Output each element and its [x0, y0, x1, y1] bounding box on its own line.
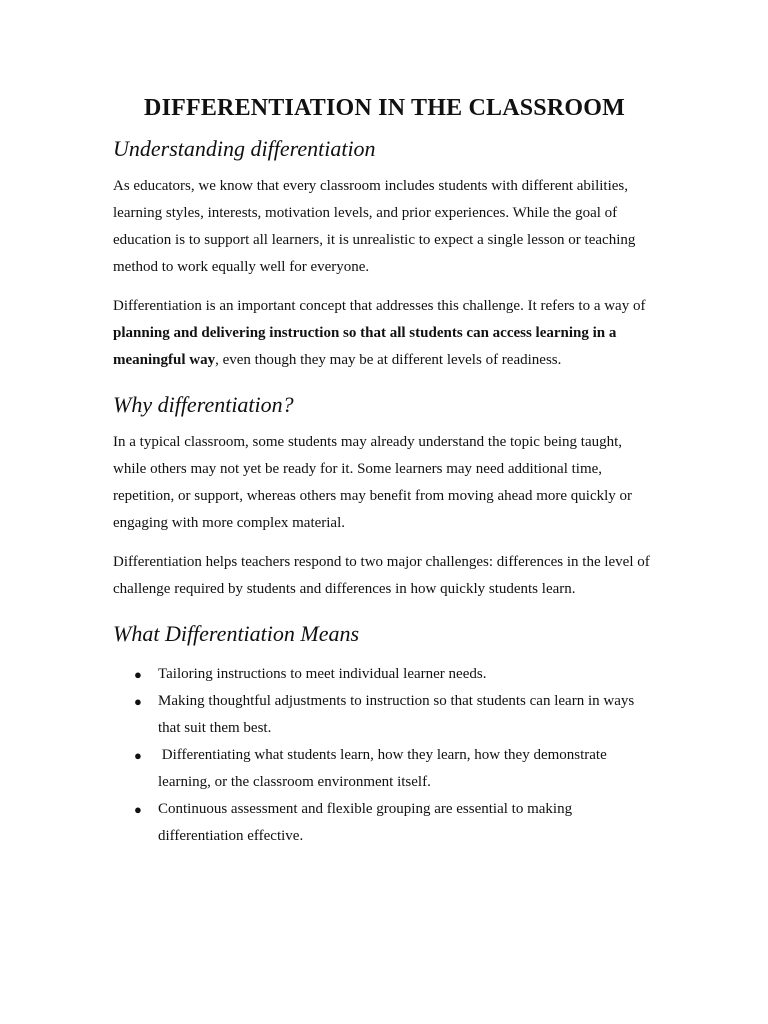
bullet-icon: ●	[134, 748, 142, 763]
paragraph-typical-classroom: In a typical classroom, some students may already understand the topic being taught, while others may not yet be ready for it. Some learners may need additional time, repetition, or support, whereas others may benefit from moving ahead more quickly or engaging with more complex material.	[113, 434, 633, 531]
heading-why-differentiation: Why differentiation?	[113, 392, 294, 417]
list-item-text: Tailoring instructions to meet individual learner needs.	[158, 666, 487, 682]
document-title: DIFFERENTIATION IN THE CLASSROOM	[144, 95, 625, 121]
list-item	[113, 688, 656, 742]
list-item	[113, 796, 656, 850]
paragraph-educators-intro: As educators, we know that every classroom includes students with different abilities, learning styles, interests, motivation levels, and prior experiences. While the goal of education is to support all learners, it is unrealistic to expect a single lesson or teaching method to work equally well for everyone.	[113, 178, 636, 275]
heading-what-differentiation-means: What Differentiation Means	[113, 621, 360, 646]
heading-understanding-differentiation: Understanding differentiation	[113, 136, 376, 161]
definition-text-before: Differentiation is an important concept that addresses this challenge. It refers to a way of	[113, 298, 646, 314]
list-item-text: Making thoughtful adjustments to instruction so that students can learn in ways that suit them best.	[158, 693, 635, 736]
paragraph-differentiation-definition	[113, 293, 656, 374]
list-item	[113, 742, 656, 796]
bullet-icon: ●	[134, 802, 142, 817]
list-item-text: Differentiating what students learn, how they learn, how they demonstrate learning, or the classroom environment itself.	[158, 747, 611, 790]
list-item	[113, 661, 656, 688]
definition-text-after: , even though they may be at different levels of readiness.	[215, 352, 562, 368]
definition-bold-phrase: planning and delivering instruction so that all students can access learning in a meaningful way	[113, 325, 617, 368]
list-item-text: Continuous assessment and flexible grouping are essential to making differentiation effective.	[158, 801, 573, 844]
bullet-list	[113, 661, 656, 850]
bullet-icon: ●	[134, 667, 142, 682]
bullet-icon: ●	[134, 694, 142, 709]
paragraph-two-challenges: Differentiation helps teachers respond to two major challenges: differences in the level of challenge required by students and differences in how quickly students learn.	[113, 554, 650, 597]
